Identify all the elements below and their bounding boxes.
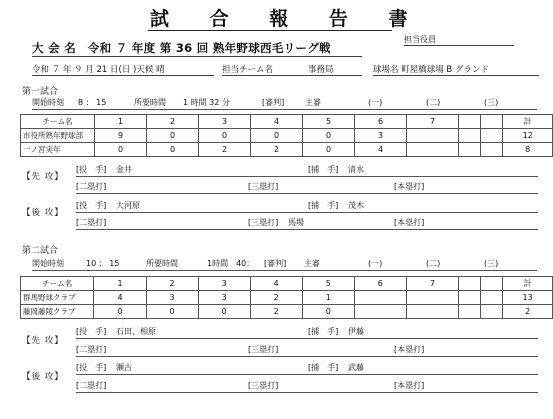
inning-score: 3	[355, 129, 407, 143]
game1-second-pitcher-label: [投 手]	[76, 201, 107, 210]
inning-score: 0	[251, 129, 303, 143]
game2-second-pitcher: 瀬古	[116, 363, 132, 372]
inning-score: 0	[147, 129, 199, 143]
game1-first-triple-label: [三塁打]	[248, 182, 279, 191]
title-underline	[148, 30, 392, 31]
total-score: 8	[503, 143, 553, 157]
game1-umpire-3b: (三)	[484, 98, 499, 107]
game2-first-catcher: 伊藤	[348, 327, 364, 336]
game2-second-label: 【後 攻】	[22, 372, 64, 382]
header-inning-9	[481, 115, 503, 129]
game1-second-pitcher: 大河原	[116, 201, 140, 210]
team-name: 藤岡藤陵クラブ	[21, 305, 94, 319]
table-row	[21, 291, 553, 305]
total-score: 12	[503, 129, 553, 143]
info-team-value: 事務局	[308, 65, 334, 75]
header-inning-6: 6	[354, 277, 406, 291]
game1-first-pitcher-label: [投 手]	[76, 165, 107, 174]
game1-start-label: 開始時刻	[32, 98, 64, 107]
header-total: 計	[503, 115, 553, 129]
inning-score: 0	[303, 143, 355, 157]
game2-umpire-main: 主審	[304, 259, 320, 268]
game2-first-catcher-label: [捕 手]	[308, 327, 339, 336]
header-inning-3: 3	[199, 115, 251, 129]
header-inning-5: 5	[302, 277, 354, 291]
game2-first-line2	[76, 356, 538, 357]
game1-first-label: 【先 攻】	[22, 172, 64, 182]
game2-second-pitcher-label: [投 手]	[76, 363, 107, 372]
table-row	[21, 305, 553, 319]
inning-score: 1	[302, 291, 354, 305]
table-header-row	[21, 277, 553, 291]
info-team-label: 担当チーム名	[222, 65, 274, 75]
info-venue-line	[373, 75, 539, 76]
inning-score	[406, 305, 458, 319]
game1-second-triple-label: [三塁打]	[248, 218, 279, 227]
game2-first-triple-label: [三塁打]	[248, 345, 279, 354]
game2-umpire-2b: (二)	[426, 259, 441, 268]
inning-score: 0	[146, 305, 198, 319]
game2-second-triple-label: [三塁打]	[248, 381, 279, 390]
game2-duration-label: 所要時間	[146, 259, 178, 268]
game1-first-line2	[76, 193, 538, 194]
game1-duration-label: 所要時間	[134, 98, 166, 107]
header-inning-4: 4	[251, 115, 303, 129]
header-inning-1: 1	[94, 277, 146, 291]
meet-underline	[32, 56, 362, 57]
game2-umpire-1b: (一)	[368, 259, 383, 268]
game2-first-line1	[76, 338, 538, 339]
info-venue: 球場名 町屋橋球場 B グランド	[373, 65, 489, 75]
inning-score	[407, 143, 459, 157]
inning-score: 0	[95, 143, 147, 157]
game2-first-hr-label: [本塁打]	[394, 345, 425, 354]
game2-start-label: 開始時刻	[32, 259, 64, 268]
table-row	[21, 143, 553, 157]
inning-score: 0	[94, 305, 146, 319]
inning-score	[458, 305, 480, 319]
info-date-line	[32, 75, 214, 76]
game2-first-label: 【先 攻】	[22, 336, 64, 346]
inning-score: 9	[95, 129, 147, 143]
game2-second-line1	[76, 374, 538, 375]
game1-second-double-label: [二塁打]	[76, 218, 107, 227]
header-total: 計	[503, 277, 553, 291]
report-title: 試 合 報 告 書	[150, 8, 425, 30]
info-date-weather: 令和 ７ 年 ９ 月 21 日(日 )天候 晴	[32, 65, 165, 75]
inning-score: 0	[198, 305, 250, 319]
inning-score: 4	[355, 143, 407, 157]
game2-umpire-label: [審判]	[264, 259, 287, 268]
inning-score: 0	[199, 129, 251, 143]
game1-umpire-label: [審判]	[262, 98, 285, 107]
header-team: チーム名	[21, 115, 95, 129]
info-team-line	[222, 75, 362, 76]
game1-scoreboard	[20, 114, 553, 157]
inning-score: 2	[250, 305, 302, 319]
inning-score: 2	[250, 291, 302, 305]
header-inning-4: 4	[250, 277, 302, 291]
inning-score	[481, 305, 503, 319]
game1-title: 第一試合	[22, 87, 59, 97]
inning-score: 3	[146, 291, 198, 305]
team-name: 市役所熟年野球部	[21, 129, 95, 143]
game1-second-line1	[76, 212, 538, 213]
inning-score: 0	[303, 129, 355, 143]
team-name: 群馬野球クラブ	[21, 291, 94, 305]
inning-score	[354, 291, 406, 305]
header-team: チーム名	[21, 277, 94, 291]
game2-time-line	[32, 270, 537, 271]
inning-score	[458, 291, 480, 305]
header-inning-9	[481, 277, 503, 291]
header-inning-2: 2	[146, 277, 198, 291]
inning-score: 2	[251, 143, 303, 157]
game1-second-catcher: 茂木	[348, 201, 364, 210]
game1-first-catcher-label: [捕 手]	[308, 165, 339, 174]
inning-score: 0	[302, 305, 354, 319]
inning-score	[481, 291, 503, 305]
game1-umpire-2b: (二)	[426, 98, 441, 107]
game2-first-double-label: [二塁打]	[76, 345, 107, 354]
game2-umpire-3b: (三)	[484, 259, 499, 268]
game1-duration: 1 時間 32 分	[183, 98, 230, 107]
game1-first-catcher: 清水	[348, 165, 364, 174]
game2-first-pitcher: 石田、相原	[116, 327, 156, 336]
game1-first-pitcher: 金井	[116, 165, 132, 174]
officer-field-line	[404, 45, 514, 46]
table-header-row	[21, 115, 553, 129]
game1-first-double-label: [二塁打]	[76, 182, 107, 191]
total-score: 13	[503, 291, 553, 305]
game1-second-label: 【後 攻】	[22, 208, 64, 218]
header-inning-1: 1	[95, 115, 147, 129]
game1-second-triple: 馬場	[288, 218, 304, 227]
inning-score: 4	[94, 291, 146, 305]
officer-label: 担当役員	[404, 35, 436, 44]
inning-score	[459, 129, 481, 143]
game2-title: 第二試合	[22, 246, 59, 256]
game2-second-line2	[76, 392, 538, 393]
game2-first-pitcher-label: [投 手]	[76, 327, 107, 336]
inning-score	[481, 143, 503, 157]
header-inning-7: 7	[406, 277, 458, 291]
game1-second-hr-label: [本塁打]	[394, 218, 425, 227]
game1-start-time: 8 ： 15	[78, 98, 107, 107]
header-inning-8	[458, 277, 480, 291]
header-inning-8	[459, 115, 481, 129]
header-inning-3: 3	[198, 277, 250, 291]
game1-second-catcher-label: [捕 手]	[308, 201, 339, 210]
game2-second-hr-label: [本塁打]	[394, 381, 425, 390]
inning-score: 3	[198, 291, 250, 305]
inning-score	[406, 291, 458, 305]
inning-score	[407, 129, 459, 143]
header-inning-7: 7	[407, 115, 459, 129]
game1-time-line	[32, 109, 537, 110]
game2-duration: 1時間 40：	[207, 259, 255, 268]
table-row	[21, 129, 553, 143]
inning-score: 0	[147, 143, 199, 157]
game1-first-hr-label: [本塁打]	[394, 182, 425, 191]
game2-second-catcher-label: [捕 手]	[308, 363, 339, 372]
game2-second-catcher: 武藤	[348, 363, 364, 372]
game2-start-time: 10 ： 15	[86, 259, 120, 268]
total-score: 2	[503, 305, 553, 319]
game1-second-line2	[76, 229, 538, 230]
header-inning-6: 6	[355, 115, 407, 129]
game1-umpire-main: 主審	[305, 98, 321, 107]
game2-scoreboard	[20, 276, 553, 319]
inning-score: 2	[199, 143, 251, 157]
inning-score	[481, 129, 503, 143]
team-name: 一ノ宮実年	[21, 143, 95, 157]
header-inning-5: 5	[303, 115, 355, 129]
header-inning-2: 2	[147, 115, 199, 129]
game1-first-line1	[76, 176, 538, 177]
game1-umpire-1b: (一)	[368, 98, 383, 107]
game2-second-double-label: [二塁打]	[76, 381, 107, 390]
inning-score	[459, 143, 481, 157]
meet-title: 大 会 名 令和 ７ 年度 第 36 回 熟年野球西毛リーグ戦	[32, 41, 331, 55]
inning-score	[354, 305, 406, 319]
